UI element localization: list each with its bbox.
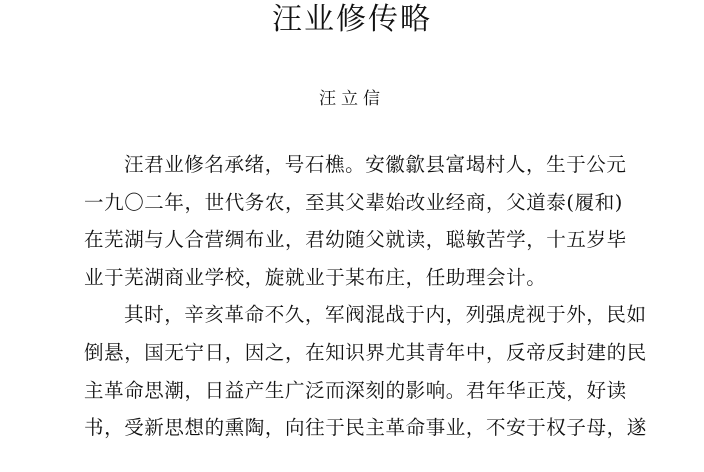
page-title: 汪业修传略 — [272, 2, 432, 37]
paragraph-line: 倒悬，国无宁日，因之，在知识界尤其青年中，反帝反封建的民 — [84, 340, 647, 364]
article-body — [84, 146, 647, 447]
paragraph-line: 书，受新思想的熏陶，向往于民主革命事业，不安于权子母，遂 — [84, 416, 647, 440]
paragraph-line: 在芜湖与人合营绸布业，君幼随父就读，聪敏苦学，十五岁毕 — [84, 228, 627, 252]
paragraph-line: 汪君业修名承绪，号石樵。安徽歙县富堨村人，生于公元 — [124, 153, 627, 176]
paragraph-line: 业于芜湖商业学校，旋就业于某布庄，任助理会计。 — [84, 265, 547, 289]
paragraph-line: 主革命思潮，日益产生广泛而深刻的影响。君年华正茂，好读 — [84, 378, 627, 402]
paragraph-line: 一九〇二年，世代务农，至其父辈始改业经商，父道泰(履和) — [84, 190, 624, 214]
author-name: 汪立信 — [319, 89, 385, 109]
paragraph-line: 其时，辛亥革命不久，军阀混战于内，列强虎视于外，民如 — [124, 303, 647, 327]
